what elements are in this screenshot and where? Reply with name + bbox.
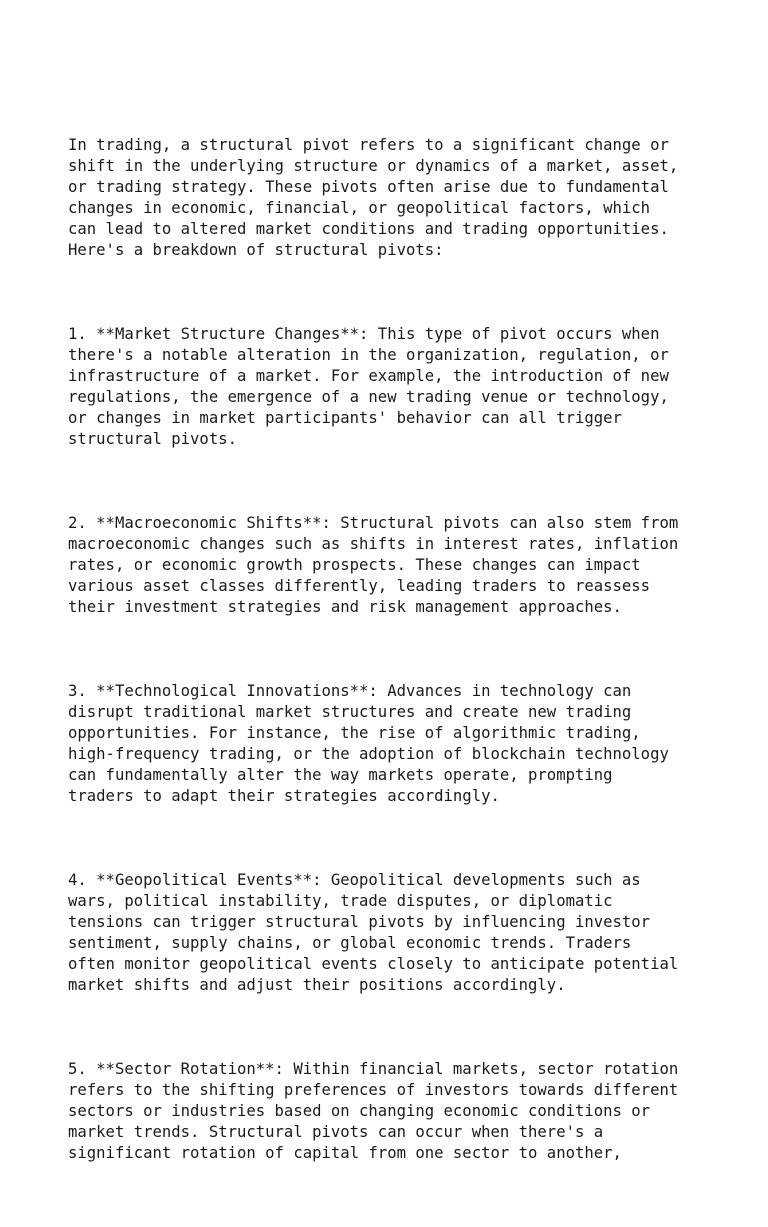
- paragraph-market-structure-changes: 1. **Market Structure Changes**: This type of pivot occurs when there's a notable alteration in the organization, regulation, or infrastructure of a market. For example, the introduction of new regulations, the emergence of a new trading venue or technology, or changes in market participants' behavior can all trigger structural pivots.: [68, 325, 669, 448]
- paragraph-technological-innovations: 3. **Technological Innovations**: Advances in technology can disrupt traditional market structures and create new trading opportunities. For instance, the rise of algorithmic trading, high-frequency trading, or the adoption of blockchain technology can fundamentally alter the way markets operate, prompting traders to adapt their strategies accordingly.: [68, 682, 669, 805]
- paragraph-geopolitical-events: 4. **Geopolitical Events**: Geopolitical developments such as wars, political instability, trade disputes, or diplomatic tensions can trigger structural pivots by influencing investor sentiment, supply chains, or global economic trends. Traders often monitor geopolitical events closely to anticipate potential market shifts and adjust their positions accordingly.: [68, 871, 679, 994]
- document-body: [68, 93, 728, 1227]
- paragraph-sector-rotation: 5. **Sector Rotation**: Within financial markets, sector rotation refers to the shifting preferences of investors towards different sectors or industries based on changing economic conditions or market trends. Structural pivots can occur when there's a significant rotation of capital from one sector to another,: [68, 1060, 679, 1162]
- paragraph-macroeconomic-shifts: 2. **Macroeconomic Shifts**: Structural pivots can also stem from macroeconomic changes such as shifts in interest rates, inflation rates, or economic growth prospects. These changes can impact various asset classes differently, leading traders to reassess their investment strategies and risk management approaches.: [68, 514, 679, 616]
- paragraph-intro: In trading, a structural pivot refers to a significant change or shift in the underlying structure or dynamics of a market, asset, or trading strategy. These pivots often arise due to fundamental changes in economic, financial, or geopolitical factors, which can lead to altered market conditions and trading opportunities. Here's a breakdown of structural pivots:: [68, 136, 679, 259]
